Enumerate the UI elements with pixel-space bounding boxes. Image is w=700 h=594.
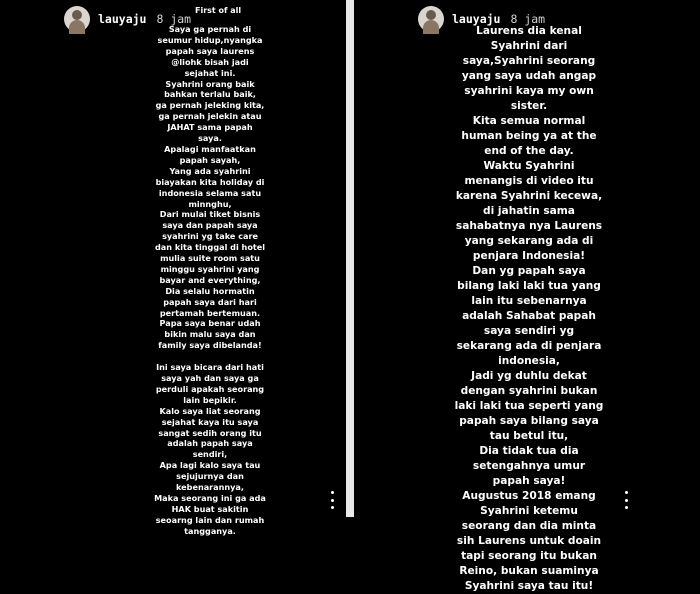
panel-divider: [346, 0, 354, 517]
username[interactable]: lauyaju: [452, 12, 501, 26]
more-vertical-icon[interactable]: [621, 491, 631, 509]
story-text: Saya ga pernah di seumur hidup,nyangka papah saya laurens @liohk bisah jadi sejahat ini. Syahrini orang baik bahkan terlalu baik, ga pernah jeleking kita, ga pernah jelekin atau JAHAT sama papah saya. Apalagi manfaatkan papah sayah, Yang ada syahrini biayakan kita holiday di indonesia selama satu minnghu, Dari mulai tiket bisnis saya dan papah saya syahrini yg take care dan kita tinggal di hotel mulia suite room satu minggu syahrini yang bayar and everything, Dia selalu hormatin papah saya dari hari pertamah bertemuan. Papa saya benar udah bikin malu saya dan family saya dibelanda! Ini saya bicara dari hati saya yah dan saya ga perduli apakah seorang lain bepikir. Kalo saya liat seorang sejahat kaya itu saya sangat sedih orang itu adalah papah saya sendiri, Apa lagi kalo saya tau sejujurnya dan kebenarannya, Maka seorang ini ga ada HAK buat sakitin seoarng lain dan rumah tangganya.: [154, 24, 266, 536]
post-time: 8 jam: [510, 12, 546, 26]
story-title: First of all: [195, 6, 242, 15]
story-panel-right: [354, 0, 700, 592]
avatar[interactable]: [64, 6, 90, 32]
username[interactable]: lauyaju: [98, 12, 147, 26]
post-time: 8 jam: [156, 12, 192, 26]
more-vertical-icon[interactable]: [327, 491, 337, 509]
story-panel-left: [0, 0, 346, 536]
story-text: Laurens dia kenal Syahrini dari saya,Syahrini seorang yang saya udah angap syahrini kaya my own sister. Kita semua normal human being ya at the end of the day. Waktu Syahrini menangis di video itu karena Syahrini kecewa, di jahatin sama sahabatnya nya Laurens yang sekarang ada di penjara Indonesia! Dan yg papah saya bilang laki laki tua yang lain itu sebenarnya adalah Sahabat papah saya sendiri yg sekarang ada di penjara indonesia, Jadi yg duhlu dekat dengan syahrini bukan laki laki tua seperti yang papah saya bilang saya tau betul itu, Dia tidak tua dia setengahnya umur papah saya! Augustus 2018 emang Syahrini ketemu seorang dan dia minta sih Laurens untuk doain tapi seorang itu bukan Reino, bukan suaminya Syahrini saya tau itu!: [454, 25, 604, 592]
